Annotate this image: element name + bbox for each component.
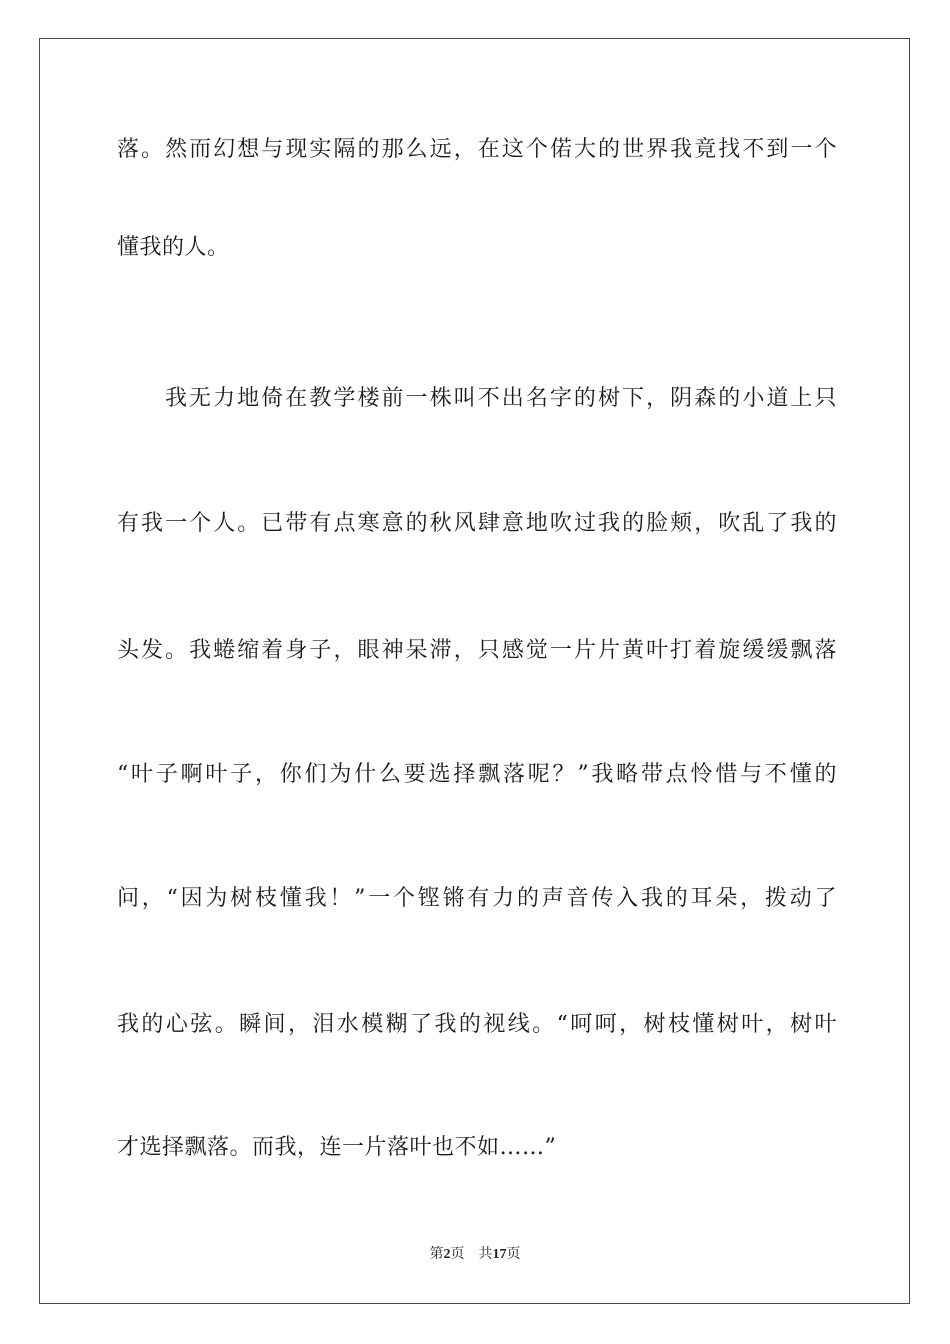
footer-total-suffix: 页	[506, 1247, 521, 1262]
paragraph-line-9: 才选择飘落。而我，连一片落叶也不如……”	[117, 1135, 557, 1160]
page-footer	[0, 1245, 950, 1265]
footer-page-prefix: 第	[429, 1247, 444, 1262]
paragraph-line-4: 有我一个人。已带有点寒意的秋风肆意地吹过我的脸颊，吹乱了我的	[117, 511, 837, 536]
footer-page-suffix: 页	[450, 1247, 465, 1262]
paragraph-line-5: 头发。我蜷缩着身子，眼神呆滞，只感觉一片片黄叶打着旋缓缓飘落	[117, 638, 837, 663]
paragraph-line-6: “叶子啊叶子，你们为什么要选择飘落呢？”我略带点怜惜与不懂的	[117, 762, 837, 787]
paragraph-line-3: 我无力地倚在教学楼前一株叫不出名字的树下，阴森的小道上只	[165, 386, 837, 411]
footer-total-prefix: 共	[478, 1247, 493, 1262]
footer-total-pages: 17	[492, 1247, 507, 1262]
page-border	[39, 38, 910, 1304]
paragraph-line-1: 落。然而幻想与现实隔的那么远，在这个偌大的世界我竟找不到一个	[117, 137, 837, 162]
paragraph-line-2: 懂我的人。	[117, 235, 230, 260]
paragraph-line-8: 我的心弦。瞬间，泪水模糊了我的视线。“呵呵，树枝懂树叶，树叶	[117, 1012, 837, 1037]
footer-page-number: 2	[443, 1247, 451, 1262]
paragraph-line-7: 问，“因为树枝懂我！”一个铿锵有力的声音传入我的耳朵，拨动了	[117, 886, 837, 911]
